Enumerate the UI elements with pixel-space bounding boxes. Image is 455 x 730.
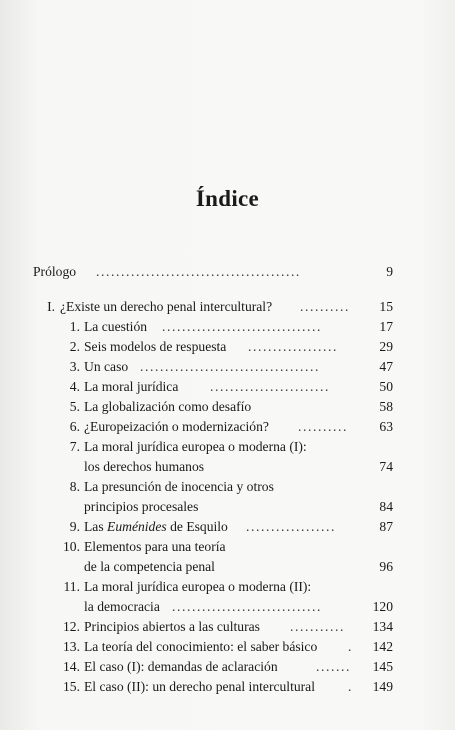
dot-leader: .......... bbox=[300, 299, 350, 314]
toc-entry-text: La globalización como desafío bbox=[84, 399, 252, 414]
toc-entry-page: 58 bbox=[379, 399, 393, 414]
toc-entry bbox=[0, 657, 455, 677]
toc-entry-number: 14. bbox=[63, 659, 80, 674]
index-title: Índice bbox=[195, 186, 260, 211]
toc-entry-number: I. bbox=[47, 299, 55, 314]
toc-entry-number: 3. bbox=[69, 359, 80, 374]
toc-entry-number: 5. bbox=[69, 399, 80, 414]
toc-entry-text: Principios abiertos a las culturas bbox=[84, 619, 260, 634]
toc-entry-text: El caso (II): un derecho penal intercultural bbox=[84, 679, 315, 694]
toc-entry-continuation bbox=[0, 557, 455, 577]
toc-entry bbox=[0, 517, 455, 537]
dot-leader: .............................. bbox=[172, 599, 322, 614]
toc-entry bbox=[0, 357, 455, 377]
toc-entry-page: 74 bbox=[379, 459, 393, 474]
toc-entry-page: 15 bbox=[379, 299, 393, 314]
toc-entry-number: 11. bbox=[63, 579, 80, 594]
toc-entry bbox=[0, 417, 455, 437]
toc-entry-number: 8. bbox=[69, 479, 80, 494]
toc-entry-text: Seis modelos de respuesta bbox=[84, 339, 227, 354]
toc-entry-text-suffix: de Esquilo bbox=[166, 519, 228, 534]
toc-entry-text: La moral jurídica bbox=[84, 379, 179, 394]
toc-entry-text: Prólogo bbox=[33, 264, 77, 279]
toc-entry-text: La moral jurídica europea o moderna (II): bbox=[84, 579, 312, 594]
toc-entry bbox=[0, 677, 455, 697]
toc-entry-text: Elementos para una teoría bbox=[84, 539, 226, 554]
toc-entry-number: 7. bbox=[69, 439, 80, 454]
toc-entry-text: ¿Europeización o modernización? bbox=[84, 419, 269, 434]
toc-entry-page: 17 bbox=[379, 319, 393, 334]
toc-entry bbox=[0, 377, 455, 397]
toc-entry bbox=[0, 477, 455, 497]
toc-entry-continuation bbox=[0, 457, 455, 477]
toc-entry-text: ¿Existe un derecho penal intercultural? bbox=[60, 299, 273, 314]
dot-leader: .................. bbox=[248, 339, 338, 354]
toc-entry-page: 63 bbox=[379, 419, 393, 434]
dot-leader: .................................... bbox=[140, 359, 320, 374]
dot-leader: .......... bbox=[298, 419, 348, 434]
toc-entry bbox=[0, 317, 455, 337]
toc-entry-text: La cuestión bbox=[84, 319, 148, 334]
toc-entry bbox=[0, 617, 455, 637]
toc-entry-text: la democracia bbox=[84, 599, 160, 614]
toc-entry-number: 4. bbox=[69, 379, 80, 394]
toc-entry-chapter-1 bbox=[0, 297, 455, 317]
toc-entry-number: 10. bbox=[63, 539, 80, 554]
toc-entry-page: 134 bbox=[372, 619, 393, 634]
toc-entry-number: 1. bbox=[69, 319, 80, 334]
dot-leader: . bbox=[348, 679, 353, 694]
toc-entry-prologo bbox=[0, 262, 455, 282]
toc-entry-page: 50 bbox=[379, 379, 393, 394]
toc-entry-text: los derechos humanos bbox=[84, 459, 205, 474]
toc-entry-text: La teoría del conocimiento: el saber básico bbox=[84, 639, 318, 654]
toc-entry bbox=[0, 637, 455, 657]
toc-entry-number: 12. bbox=[63, 619, 80, 634]
toc-entry-text: La presunción de inocencia y otros bbox=[84, 479, 274, 494]
dot-leader: ................................ bbox=[162, 319, 322, 334]
toc-entry-text-prefix: Las bbox=[84, 519, 108, 534]
toc-entry-page: 142 bbox=[372, 639, 393, 654]
toc-entry-page: 87 bbox=[379, 519, 393, 534]
toc-entry-number: 6. bbox=[69, 419, 80, 434]
toc-entry-page: 84 bbox=[379, 499, 393, 514]
toc-entry-page: 96 bbox=[379, 559, 393, 574]
dot-leader: ........................ bbox=[210, 379, 330, 394]
toc-entry bbox=[0, 577, 455, 597]
dot-leader: .................. bbox=[246, 519, 336, 534]
toc-entry-number: 13. bbox=[63, 639, 80, 654]
toc-entry-continuation bbox=[0, 597, 455, 617]
dot-leader: ......................................... bbox=[96, 264, 301, 279]
toc-entry bbox=[0, 437, 455, 457]
dot-leader: ........... bbox=[290, 619, 345, 634]
toc-entry bbox=[0, 397, 455, 417]
toc-entry-text: La moral jurídica europea o moderna (I): bbox=[84, 439, 307, 454]
toc-entry-page: 47 bbox=[379, 359, 393, 374]
dot-leader: . bbox=[348, 639, 353, 654]
toc-entry-text bbox=[84, 517, 228, 537]
toc-entry-text: El caso (I): demandas de aclaración bbox=[84, 659, 278, 674]
toc-entry-page: 145 bbox=[372, 659, 393, 674]
toc-entry-page: 29 bbox=[379, 339, 393, 354]
toc-entry-number: 2. bbox=[69, 339, 80, 354]
toc-entry-text-italic: Euménides bbox=[107, 519, 167, 534]
toc-entry bbox=[0, 537, 455, 557]
toc-entry-number: 15. bbox=[63, 679, 80, 694]
toc-entry-page: 9 bbox=[386, 264, 393, 279]
toc-entry-text: principios procesales bbox=[84, 499, 199, 514]
toc-entry-page: 149 bbox=[372, 679, 393, 694]
toc-entry-continuation bbox=[0, 497, 455, 517]
toc-entry-page: 120 bbox=[372, 599, 393, 614]
toc-entry-number: 9. bbox=[69, 519, 80, 534]
toc-entry-text: de la competencia penal bbox=[84, 559, 215, 574]
toc-entry-text: Un caso bbox=[84, 359, 129, 374]
dot-leader: ....... bbox=[316, 659, 351, 674]
toc-entry bbox=[0, 337, 455, 357]
